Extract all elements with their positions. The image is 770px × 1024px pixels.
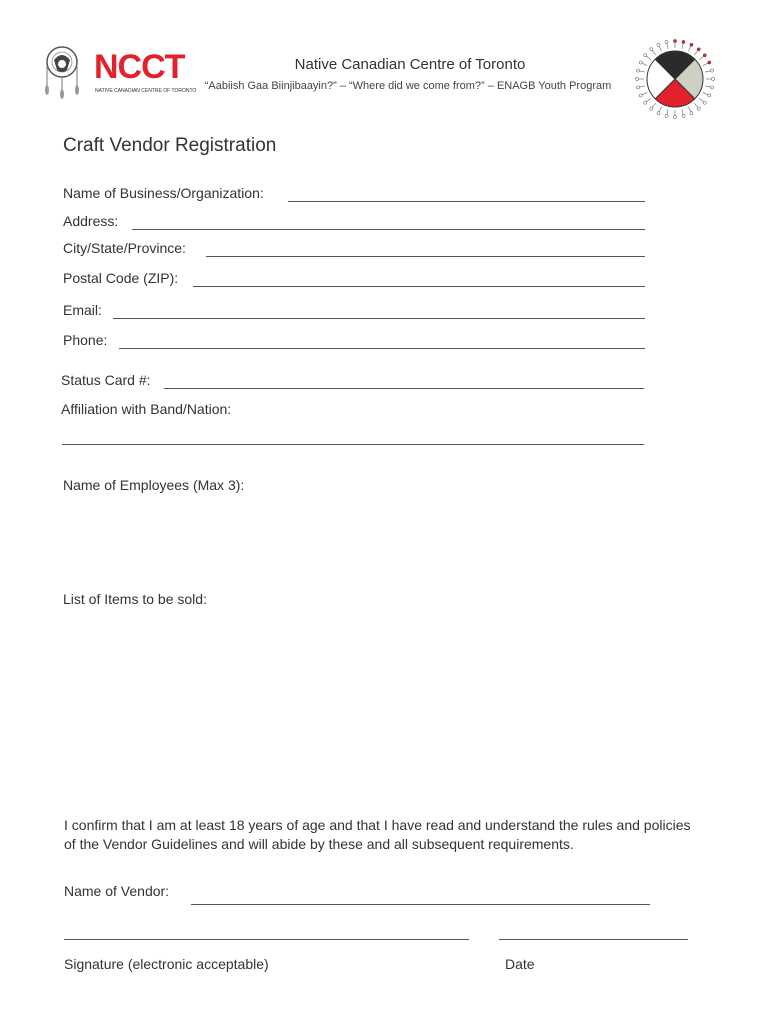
affiliation-input[interactable] xyxy=(62,444,644,445)
tagline: “Aabiish Gaa Biinjibaayin?” – “Where did we come from?” – ENAGB Youth Program xyxy=(204,80,612,92)
date-label: Date xyxy=(505,956,535,972)
business-name-input[interactable] xyxy=(288,201,645,202)
business-name-label: Name of Business/Organization: xyxy=(63,185,264,201)
employees-area[interactable] xyxy=(63,500,643,580)
ncct-logo xyxy=(40,42,197,102)
status-card-input[interactable] xyxy=(164,388,644,389)
email-label: Email: xyxy=(63,302,102,318)
city-input[interactable] xyxy=(206,256,645,257)
org-name: Native Canadian Centre of Toronto xyxy=(294,56,526,73)
vendor-name-input[interactable] xyxy=(191,904,650,905)
city-label: City/State/Province: xyxy=(63,240,186,256)
medicine-wheel-icon xyxy=(632,36,718,122)
employees-label: Name of Employees (Max 3): xyxy=(63,477,245,493)
logo-wordmark: NCCT xyxy=(94,48,185,86)
email-input[interactable] xyxy=(113,318,645,319)
form-title: Craft Vendor Registration xyxy=(63,135,277,156)
address-label: Address: xyxy=(63,213,119,229)
phone-label: Phone: xyxy=(63,332,108,348)
affiliation-label: Affiliation with Band/Nation: xyxy=(61,401,232,417)
items-area[interactable] xyxy=(63,614,643,804)
signature-label: Signature (electronic acceptable) xyxy=(64,956,269,972)
postal-code-label: Postal Code (ZIP): xyxy=(63,270,179,286)
postal-code-input[interactable] xyxy=(193,286,645,287)
phone-input[interactable] xyxy=(119,348,645,349)
signature-line[interactable] xyxy=(64,939,469,940)
status-card-label: Status Card #: xyxy=(61,372,151,388)
address-input[interactable] xyxy=(132,229,645,230)
confirmation-statement: I confirm that I am at least 18 years of age and that I have read and understand the rules and policies of the Vendor Guidelines and will abide by these and all subsequent requirements. xyxy=(64,817,691,852)
vendor-name-label: Name of Vendor: xyxy=(64,883,170,899)
logo-subtext: NATIVE CANADIAN CENTRE OF TORONTO xyxy=(95,88,197,94)
date-line[interactable] xyxy=(499,939,688,940)
medicine-wheel-logo xyxy=(632,36,718,122)
items-label: List of Items to be sold: xyxy=(63,591,207,607)
